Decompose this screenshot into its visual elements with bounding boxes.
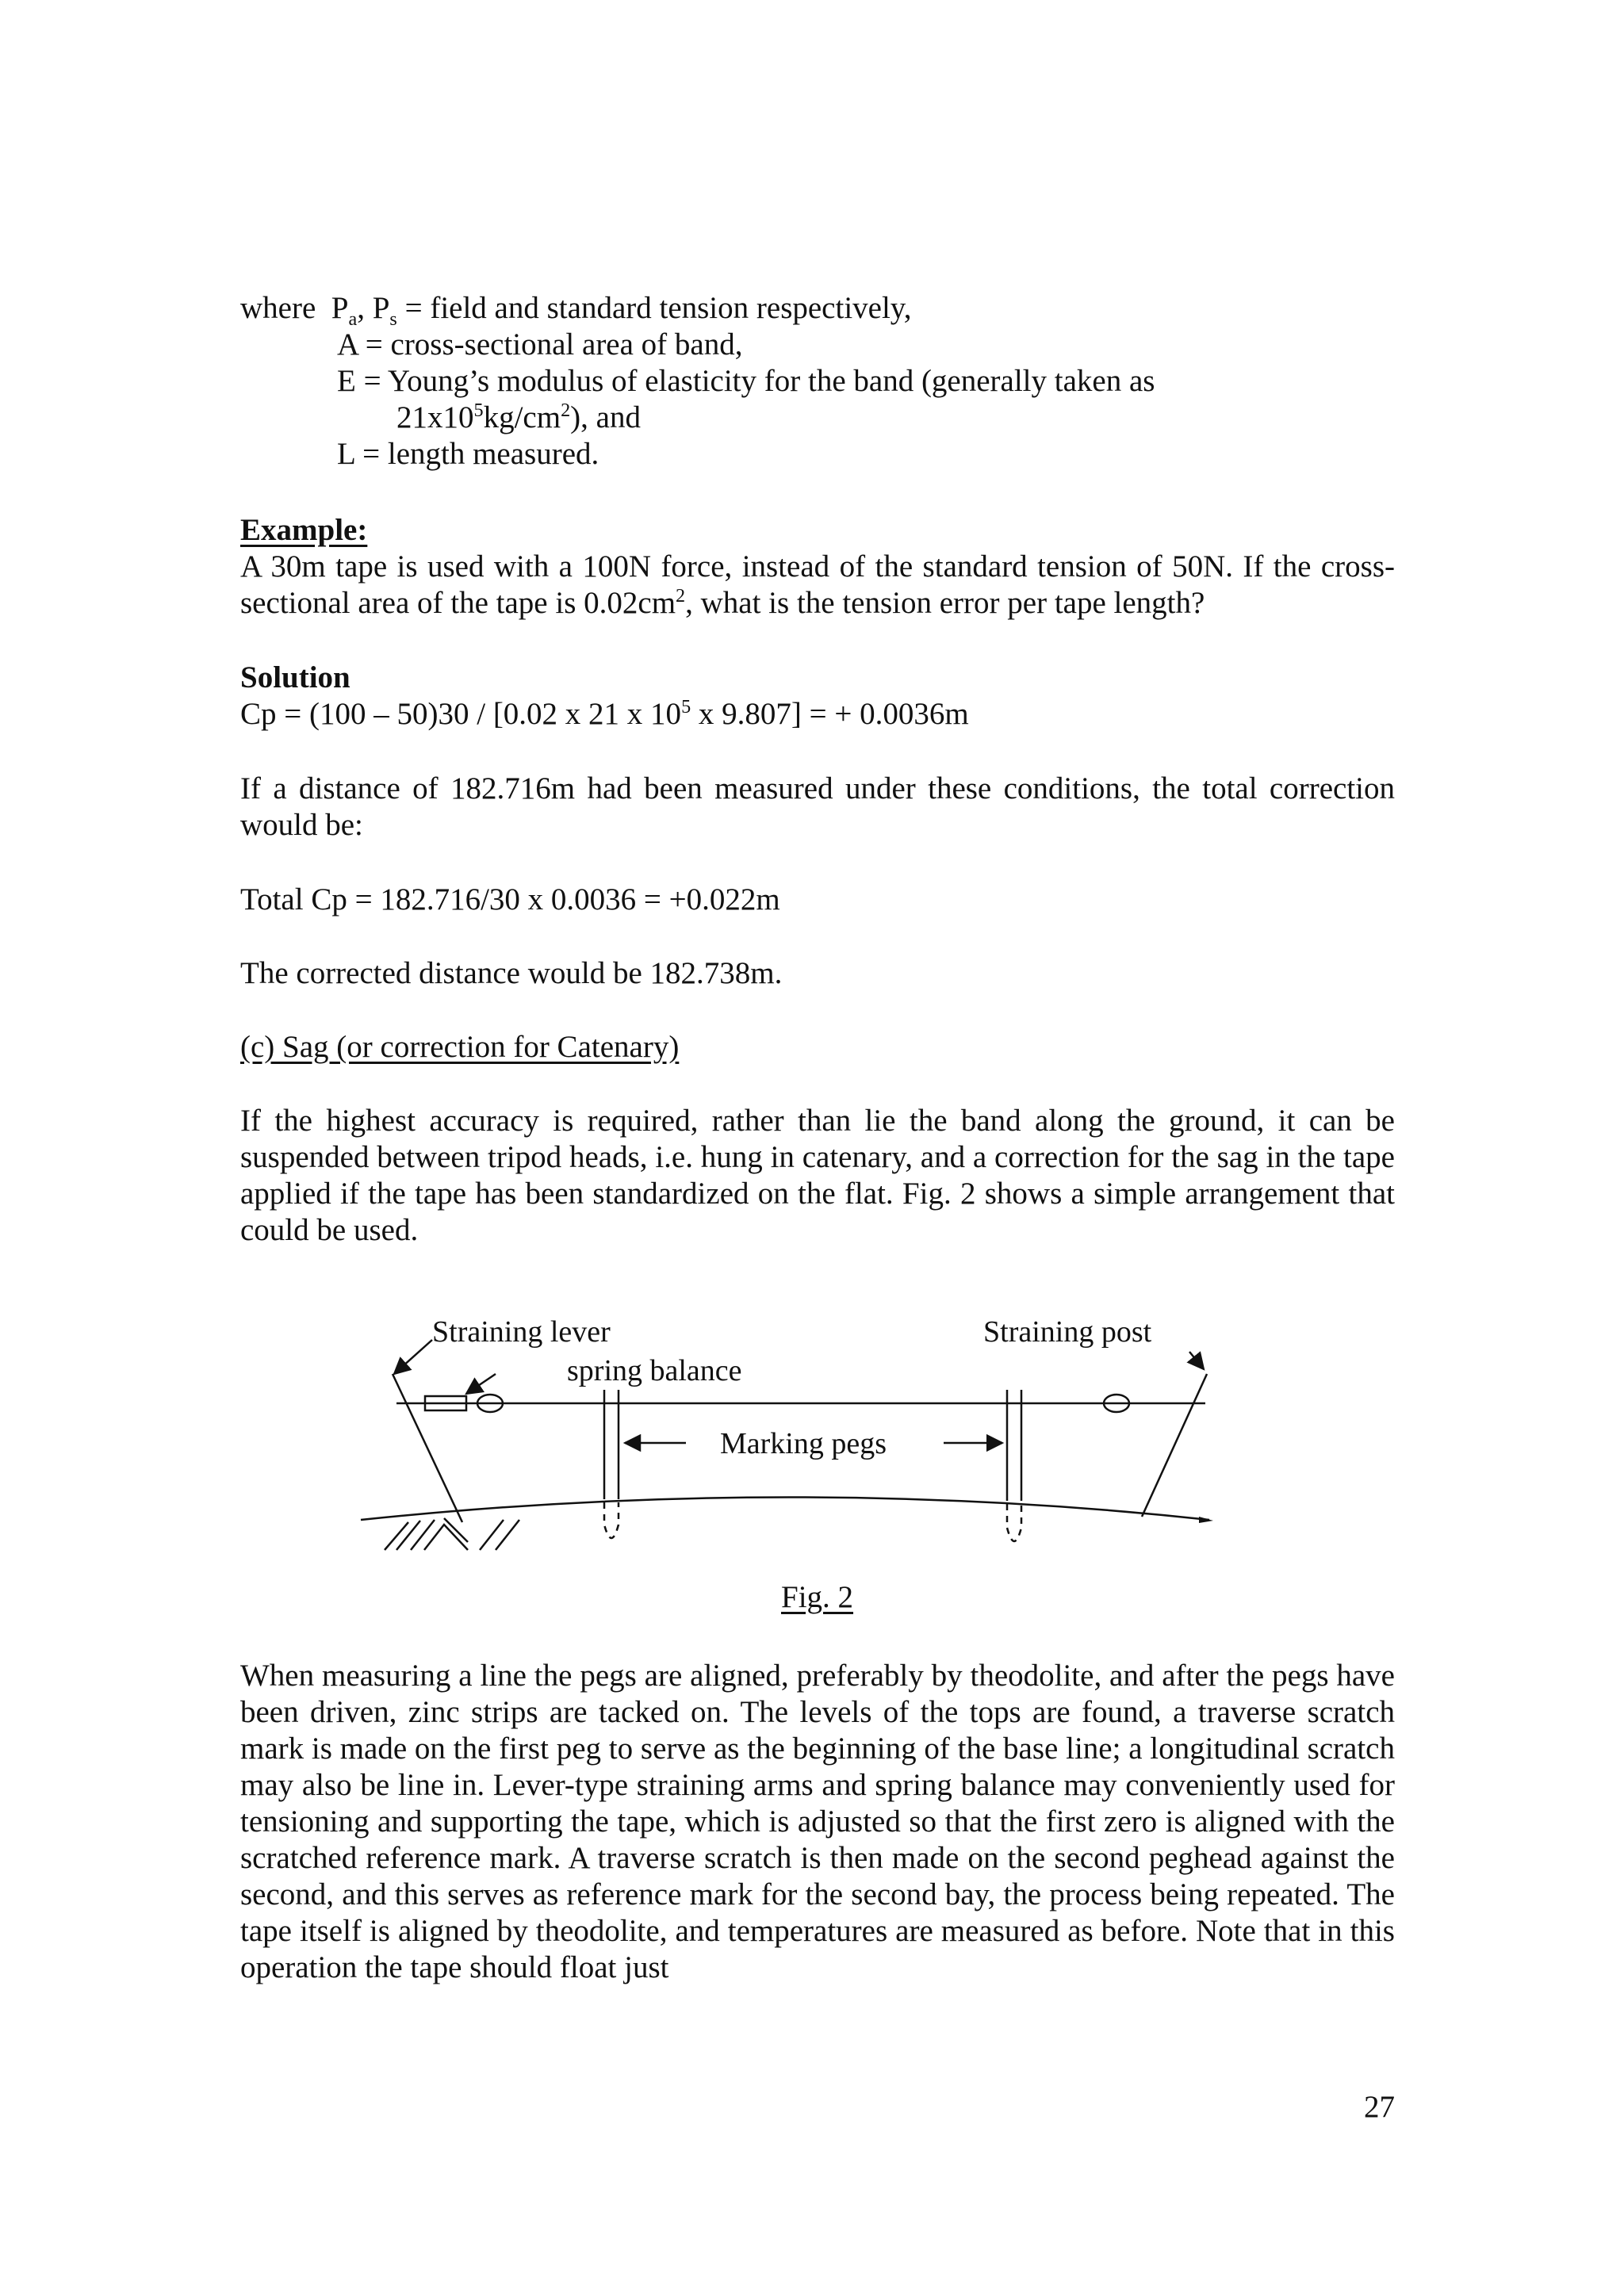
marking-peg-left-underground: [604, 1502, 619, 1538]
example-text-square: 2: [676, 585, 686, 607]
marking-peg-right-underground: [1007, 1504, 1021, 1541]
sag-paragraph: If the highest accuracy is required, rather than lie the band along the ground, it can be suspended between tripod heads, i.e. hung in catenary, and a correction for the sag in the tape applied if the tape has been standardized on the flat. Fig. 2 shows a simple arrangement that could be used.: [240, 1104, 1395, 1247]
page-number: 27: [1364, 2090, 1395, 2124]
example-text-part1: A 30m tape is used with a 100N force, instead of the standard tension of 50N. If the cross-sectional area of the tape is 0.02cm: [240, 549, 1395, 620]
ground-arrowhead: [1199, 1517, 1213, 1523]
definition-a: A = cross-sectional area of band,: [337, 327, 743, 362]
ground-line: [361, 1498, 1209, 1521]
p-symbol: P: [331, 291, 349, 325]
definition-l: L = length measured.: [337, 437, 599, 471]
p-sub-a: a: [348, 308, 358, 330]
label-spring-balance: spring balance: [567, 1354, 742, 1387]
leader-spring-balance: [466, 1374, 496, 1394]
closing-paragraph: When measuring a line the pegs are aligned, preferably by theodolite, and after the pegs have been driven, zinc strips are tacked on. The levels of the tops are found, a traverse scratch mark is made on the first peg to serve as the beginning of the base line; a longitudinal scratch may also be line in. Lever-type straining arms and spring balance may conveniently used for tensioning and supporting the tape, which is adjusted so that the first zero is aligned with the scratched reference mark. A traverse scratch is then made on the second peghead against the second, and this serves as reference mark for the second bay, the process being repeated. The tape itself is aligned by theodolite, and temperatures are measured as before. Note that in this operation the tape should float just: [240, 1659, 1395, 1984]
equation-part1: Cp = (100 – 50)30 / [0.02 x 21 x 10: [240, 697, 682, 731]
e-value-base: 21x10: [396, 400, 474, 434]
total-correction: Total Cp = 182.716/30 x 0.0036 = +0.022m: [240, 882, 780, 916]
label-straining-post: Straining post: [983, 1315, 1152, 1349]
label-marking-pegs: Marking pegs: [720, 1427, 887, 1460]
straining-post-right: [1142, 1374, 1207, 1517]
e-value-unit: kg/cm: [483, 400, 561, 434]
where-word: where: [240, 291, 316, 325]
ground-hatching: [385, 1518, 519, 1550]
definition-e-value: [396, 400, 641, 436]
solution-equation: [240, 696, 969, 733]
leader-straining-post: [1189, 1352, 1204, 1369]
leader-straining-lever: [394, 1340, 432, 1374]
e-value-exponent: 5: [473, 400, 484, 421]
example-heading: Example:: [240, 513, 368, 547]
label-straining-lever: Straining lever: [432, 1315, 611, 1349]
p-separator: , P: [357, 291, 390, 325]
example-text-part2: , what is the tension error per tape length?: [685, 586, 1205, 620]
p-description: = field and standard tension respectively,: [396, 291, 912, 325]
sag-heading: (c) Sag (or correction for Catenary): [240, 1030, 680, 1064]
solution-heading: Solution: [240, 660, 350, 695]
example-text: [240, 549, 1395, 622]
e-value-unit-square: 2: [561, 400, 571, 421]
e-value-tail: ), and: [570, 400, 641, 434]
equation-part2: x 9.807] = + 0.0036m: [691, 697, 969, 731]
distance-paragraph: If a distance of 182.716m had been measured under these conditions, the total correction would be:: [240, 771, 1395, 842]
p-sub-s: s: [389, 308, 397, 330]
equation-exponent: 5: [681, 696, 691, 718]
fig2-diagram: [349, 1312, 1253, 1574]
definition-e: E = Young’s modulus of elasticity for the band (generally taken as: [337, 364, 1155, 398]
figure-caption: Fig. 2: [781, 1580, 854, 1614]
definition-p: [240, 290, 912, 330]
corrected-distance: The corrected distance would be 182.738m.: [240, 956, 783, 990]
